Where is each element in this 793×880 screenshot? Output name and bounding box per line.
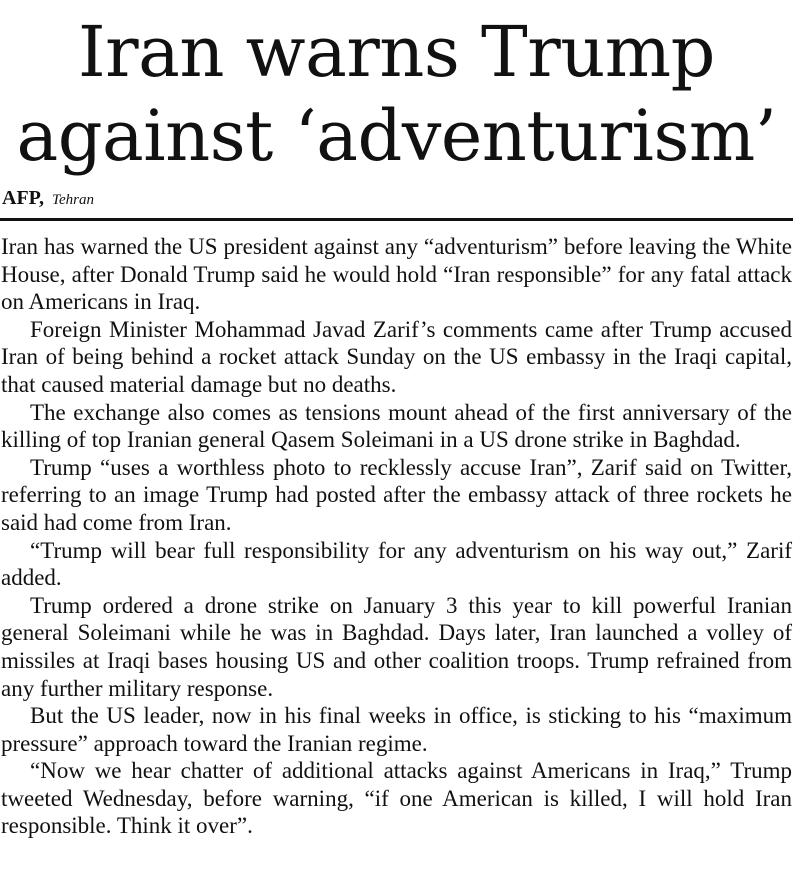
article-paragraph: Trump ordered a drone strike on January 3 this year to kill powerful Iranian general Soleimani while he was in Baghdad. Days later, Iran launched a volley of missiles at Iraqi bases housing US and other coalition troops. Trump refrained from any further military response. — [1, 592, 792, 701]
byline-agency: AFP, — [2, 187, 45, 209]
headline-line-1: Iran warns Trump — [78, 11, 715, 93]
article-paragraph: Foreign Minister Mohammad Javad Zarif’s comments came after Trump accused Iran of being behind a rocket attack Sunday on the US embassy in the Iraqi capital, that caused material damage but no deaths. — [1, 316, 792, 397]
article-paragraph: Iran has warned the US president against any “adventurism” before leaving the White House, after Donald Trump said he would hold “Iran responsible” for any fatal attack on Americans in Iraq. — [1, 234, 792, 315]
article-paragraph: “Trump will bear full responsibility for any adventurism on his way out,” Zarif added. — [1, 537, 792, 591]
article-paragraph: The exchange also comes as tensions mount ahead of the first anniversary of the killing of top Iranian general Qasem Soleimani in a US drone strike in Baghdad. — [1, 399, 792, 453]
header-rule — [0, 218, 793, 221]
article-paragraph: Trump “uses a worthless photo to recklessly accuse Iran”, Zarif said on Twitter, referring to an image Trump had posted after the embassy attack of three rockets he said had come from Iran. — [1, 454, 792, 535]
headline-line-2: against ‘adventurism’ — [16, 95, 777, 177]
article-body — [1, 233, 792, 840]
headline — [0, 0, 793, 178]
article-paragraph: “Now we hear chatter of additional attacks against Americans in Iraq,” Trump tweeted Wednesday, before warning, “if one American is killed, I will hold Iran responsible. Think it over”. — [1, 758, 792, 839]
byline-dateline: Tehran — [52, 192, 95, 208]
article-paragraph: But the US leader, now in his final weeks in office, is sticking to his “maximum pressure” approach toward the Iranian regime. — [1, 703, 792, 756]
byline — [2, 186, 94, 212]
